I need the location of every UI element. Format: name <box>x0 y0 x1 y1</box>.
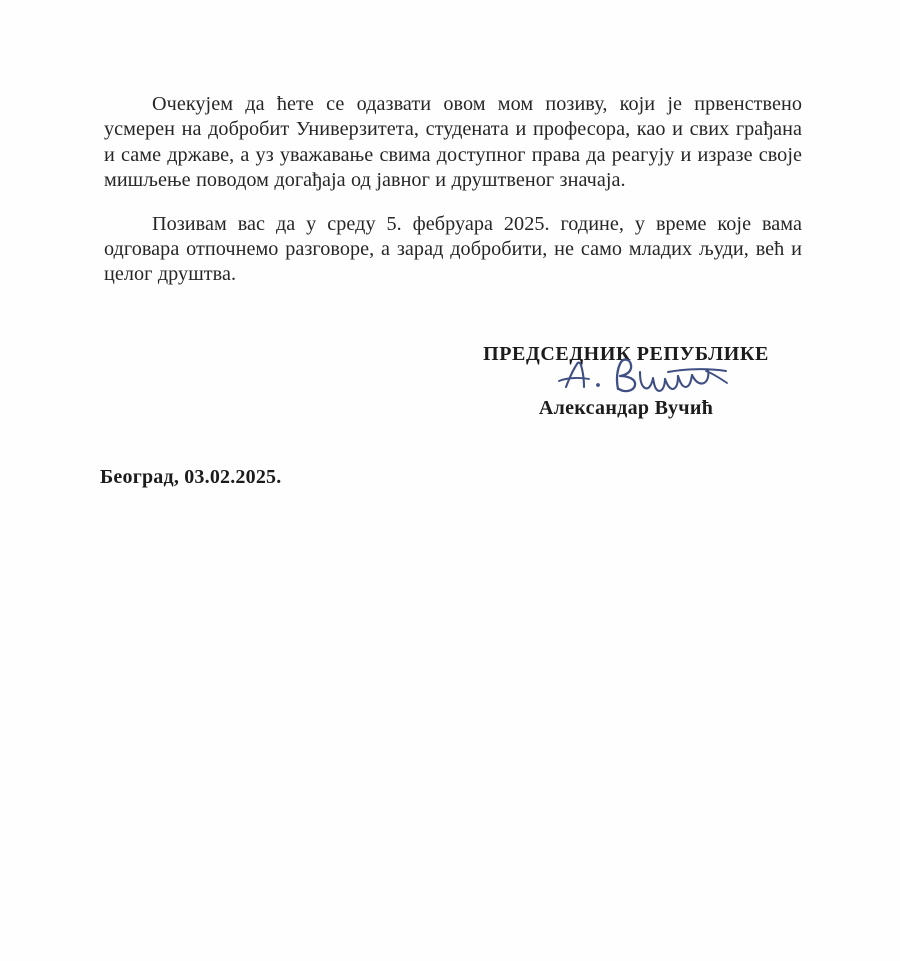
handwritten-signature-area <box>470 366 782 400</box>
paragraph-1: Очекујем да ћете се одазвати овом мом позиву, који је првенствено усмерен на добробит Универзитета, студената и професора, као и свих грађана и саме државе, а уз уважавање свима доступног права да реагују и изразе своје мишљење поводом догађаја од јавног и друштвеног значаја. <box>104 93 802 192</box>
signature-block <box>470 342 782 420</box>
signatory-title: ПРЕДСЕДНИК РЕПУБЛИКЕ <box>483 343 769 365</box>
signatory-name: Александар Вучић <box>538 397 714 419</box>
place-and-date: Београд, 03.02.2025. <box>100 466 282 488</box>
letter-body <box>104 92 802 288</box>
paragraph-2: Позивам вас да у среду 5. фебруара 2025. године, у време које вама одговара отпочнемо разговоре, а зарад добробити, не само младих људи, већ и целог друштва. <box>104 212 802 286</box>
